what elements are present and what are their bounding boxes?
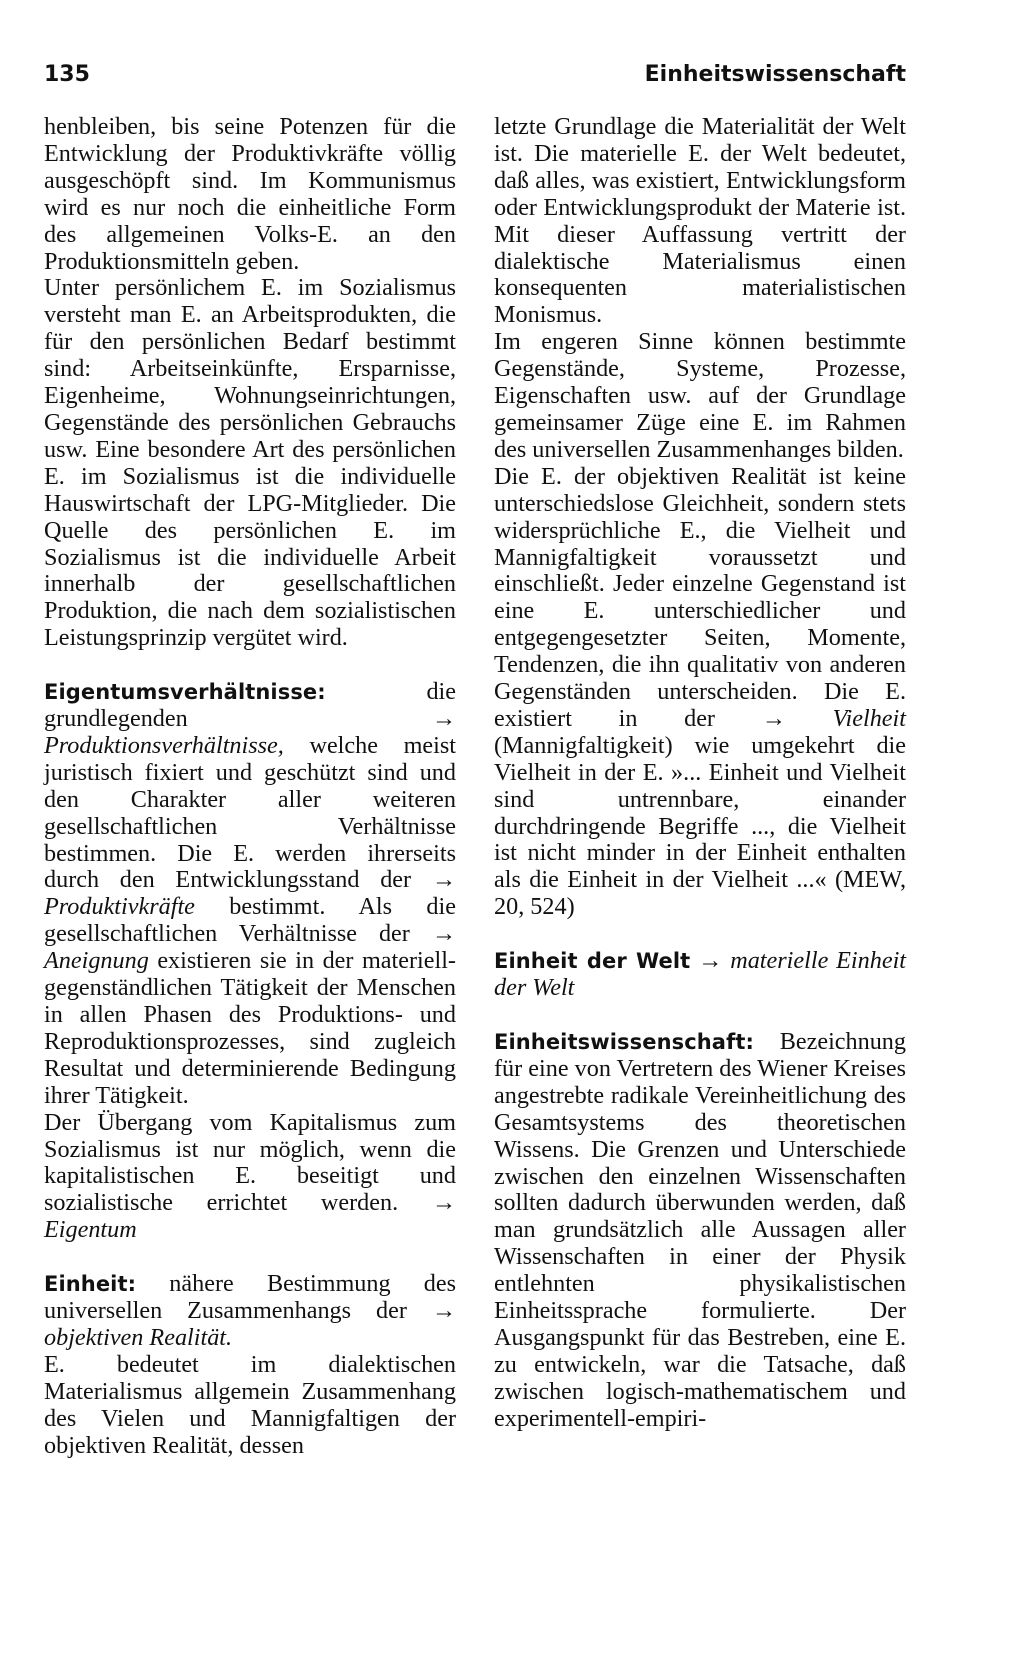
arrow-icon: → — [761, 704, 786, 732]
entry-text: Bezeichnung für eine von Vertretern des Wiener Kreises angestrebte radikale Vereinheitlichung des Gesamtsystems des theoretischen Wissens. Die Grenzen und Unterschiede zwischen den einzelnen Wissenschaften sollten dadurch überwunden werden, daß man grundsätzlich alle Aussagen aller Wissenschaften in einer der Physik entlehnten physikalistischen Einheitssprache formulierte. Der Ausgangspunkt für das Bestreben, eine E. zu entwickeln, war die Tatsache, daß zwischen logisch-mathematischem und experimentell-empiri- — [494, 1028, 906, 1432]
arrow-icon: → — [431, 1297, 456, 1325]
cross-reference[interactable]: Aneignung — [44, 947, 149, 975]
paragraph: letzte Grundlage die Materialität der Welt ist. Die materielle E. der Welt bedeutet, daß alles, was existiert, Entwicklungsform oder Entwicklungsprodukt der Materie ist. Mit dieser Auffassung vertritt der dialektische Materialismus einen konsequenten materialistischen Monismus. — [494, 113, 906, 329]
entry-headword: Einheit: — [44, 1272, 137, 1297]
paragraph: E. bedeutet im dialektischen Materialismus allgemein Zusammenhang des Vielen und Mannigfaltigen der objektiven Realität, dessen — [44, 1350, 456, 1459]
cross-reference[interactable]: objektiven Realität. — [44, 1323, 233, 1351]
cross-reference[interactable]: materielle Einheit der Welt — [494, 947, 907, 1002]
page-number: 135 — [44, 62, 90, 87]
entry-text: welche meist juristisch fixiert und geschützt sind und den Charakter aller weiteren gesellschaftlichen Verhältnisse bestimmen. Die E. werden ihrerseits durch den Entwicklungsstand der — [44, 731, 456, 894]
entry-text: existieren sie in der materiell-gegenständlichen Tätigkeit der Menschen in allen Phasen des Produktions- und Reproduktionsprozesses, sind zugleich Resultat und determinierende Bedingung ihrer Tätigkeit. — [44, 947, 456, 1109]
entry-text: (Mannigfaltigkeit) wie umgekehrt die Vielheit in der E. »... Einheit und Vielheit sind untrennbare, einander durchdringende Begriffe ..., die Vielheit ist nicht minder in der Einheit enthalten als die Einheit in der Vielheit ...« (MEW, 20, 524) — [494, 731, 906, 921]
right-column — [494, 114, 906, 1433]
left-column — [44, 114, 456, 1460]
entry-headword: Eigentumsverhältnisse: — [44, 680, 326, 705]
paragraph: Im engeren Sinne können bestimmte Gegenstände, Systeme, Prozesse, Eigenschaften usw. auf der Grundlage gemeinsamer Züge eine E. im Rahmen des universellen Zusammenhanges bilden. — [494, 328, 906, 463]
arrow-icon: → — [690, 947, 723, 975]
running-title: Einheitswissenschaft — [644, 62, 906, 87]
paragraph: henbleiben, bis seine Potenzen für die Entwicklung der Produktivkräfte völlig ausgeschöpft sind. Im Kommunismus wird es nur noch die einheitliche Form des allgemeinen Volks-E. an den Produktionsmitteln geben. — [44, 113, 456, 275]
entry-text: bestimmt. Als die gesellschaftlichen Verhältnisse der — [44, 893, 456, 948]
entry-einheit — [44, 1271, 456, 1352]
cross-reference[interactable]: Produktivkräfte — [44, 893, 195, 921]
paragraph — [494, 464, 906, 921]
entry-headword: Einheitswissenschaft: — [494, 1030, 754, 1054]
cross-reference[interactable]: Produktionsverhältnisse, — [44, 731, 284, 759]
page-header — [44, 60, 906, 90]
entry-text: Die E. der objektiven Realität ist keine unterschiedslose Gleichheit, sondern stets widersprüchliche E., die Vielheit und Mannigfaltigkeit voraussetzt und einschließt. Jeder einzelne Gegenstand ist eine E. unterschiedlicher und entgegengesetzter Seiten, Momente, Tendenzen, die ihn qualitativ von anderen Gegenständen unterscheiden. Die E. existiert in der — [494, 462, 906, 732]
arrow-icon: → — [431, 1189, 456, 1217]
entry-text: Der Übergang vom Kapitalismus zum Sozialismus ist nur möglich, wenn die kapitalistischen E. beseitigt und sozialistische errichtet werden. — [44, 1108, 456, 1217]
arrow-icon: → — [431, 866, 456, 894]
paragraph — [44, 1110, 456, 1245]
entry-einheit-der-welt — [494, 948, 906, 1002]
entry-headword: Einheit der Welt — [494, 949, 691, 974]
arrow-icon: → — [431, 705, 456, 733]
entry-einheitswissenschaft — [494, 1029, 906, 1433]
paragraph: Unter persönlichem E. im Sozialismus versteht man E. an Arbeitsprodukten, die für den persönlichen Bedarf bestimmt sind: Arbeitseinkünfte, Ersparnisse, Eigenheime, Wohnungseinrichtungen, Gegenstände des persönlichen Gebrauchs usw. Eine besondere Art des persönlichen E. im Sozialismus ist die individuelle Hauswirtschaft der LPG-Mitglieder. Die Quelle des persönlichen E. im Sozialismus ist die individuelle Arbeit innerhalb der gesellschaftlichen Produktion, die nach dem sozialistischen Leistungsprinzip vergütet wird. — [44, 274, 456, 652]
cross-reference[interactable]: Eigentum — [44, 1216, 137, 1244]
entry-text: die grundlegenden — [44, 678, 456, 733]
cross-reference[interactable]: Vielheit — [785, 704, 906, 732]
entry-text: nähere Bestimmung des universellen Zusammenhangs der — [44, 1270, 456, 1325]
entry-eigentumsverhaeltnisse — [44, 679, 456, 1110]
arrow-icon: → — [431, 920, 456, 948]
